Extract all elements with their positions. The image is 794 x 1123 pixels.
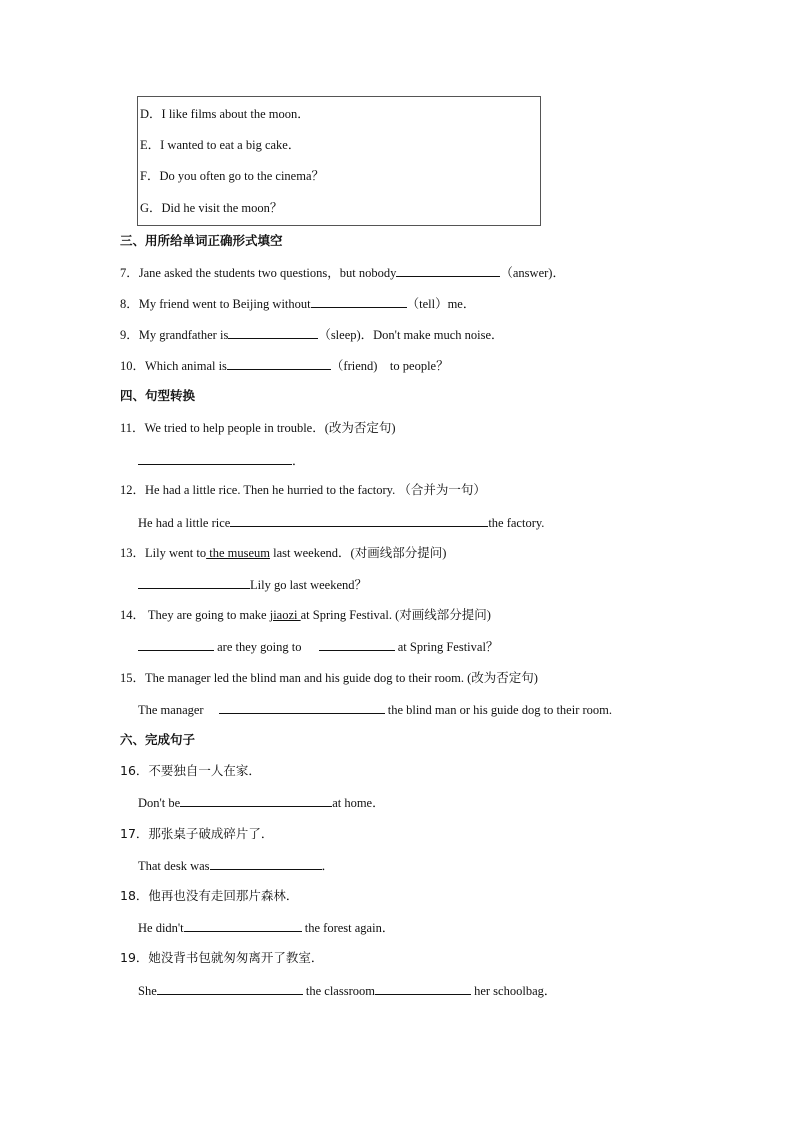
q9-text: 9．My grandfather is: [120, 328, 229, 342]
q18-after: the forest again．: [301, 921, 395, 935]
q9-after: （sleep)．Don't make much noise．: [318, 328, 504, 342]
q7-text: 7．Jane asked the students two questions，but nobody: [120, 266, 397, 280]
section4-title: 四、句型转换: [120, 388, 196, 403]
q14-blank-1[interactable]: [138, 638, 214, 651]
q16-blank[interactable]: [180, 794, 332, 807]
q15-answer-line: [138, 701, 612, 718]
q16-answer-line: [138, 794, 385, 811]
section6-title: 六、完成句子: [120, 732, 196, 747]
q8-blank[interactable]: [311, 295, 407, 308]
q12-after: the factory.: [488, 516, 545, 530]
question-16: 16．不要独自一人在家．: [120, 763, 261, 778]
q8-text: 8．My friend went to Beijing without: [120, 297, 311, 311]
q11-end: ．: [292, 454, 305, 468]
q14-post: at Spring Festival. (对画线部分提问): [300, 608, 491, 622]
q18-answer-line: [138, 919, 394, 936]
option-f: F．Do you often go to the cinema？: [140, 169, 324, 183]
question-18: 18．他再也没有走回那片森林．: [120, 888, 299, 903]
q14-blank-2[interactable]: [319, 638, 395, 651]
q19-after: her schoolbag．: [470, 984, 557, 998]
question-15: 15．The manager led the blind man and his guide dog to their room. (改为否定句): [120, 671, 538, 685]
question-13: [120, 545, 446, 561]
q18-before: He didn't: [138, 921, 184, 935]
question-9: [120, 326, 504, 343]
question-12: 12．He had a little rice. Then he hurried to the factory. （合并为一句）: [120, 483, 486, 497]
q12-blank[interactable]: [230, 514, 488, 527]
q10-after: （friend) to people？: [330, 359, 449, 373]
q15-blank[interactable]: [219, 701, 385, 714]
q13-answer-line: [138, 576, 367, 593]
q19-answer-line: [138, 982, 556, 999]
q19-before: She: [138, 984, 157, 998]
q11-answer-line: [138, 452, 305, 469]
q16-before: Don't be: [138, 796, 181, 810]
q7-blank[interactable]: [396, 264, 500, 277]
q14-mid: are they going to: [214, 640, 305, 654]
q17-blank[interactable]: [210, 857, 322, 870]
question-10: [120, 357, 449, 374]
option-d: D．I like films about the moon．: [140, 107, 310, 121]
question-11: 11．We tried to help people in trouble．(改为否定句): [120, 421, 396, 435]
option-g: G．Did he visit the moon？: [140, 201, 283, 215]
section3-title: 三、用所给单词正确形式填空: [120, 233, 283, 248]
q15-after: the blind man or his guide dog to their room.: [384, 703, 612, 717]
q17-before: That desk was: [138, 859, 210, 873]
q13-blank[interactable]: [138, 576, 250, 589]
q13-underlined: the museum: [206, 546, 270, 560]
q13-post: last weekend．(对画线部分提问): [270, 546, 447, 560]
q10-blank[interactable]: [227, 357, 331, 370]
q11-blank[interactable]: [138, 452, 292, 465]
q19-blank-1[interactable]: [157, 982, 303, 995]
q15-before: The manager: [138, 703, 204, 717]
question-19: 19．她没背书包就匆匆离开了教室．: [120, 950, 324, 965]
q10-text: 10．Which animal is: [120, 359, 227, 373]
q17-answer-line: [138, 857, 334, 874]
q16-after: at home．: [332, 796, 385, 810]
q8-after: （tell）me．: [406, 297, 476, 311]
q14-underlined: jiaozi: [269, 608, 301, 622]
q19-blank-2[interactable]: [375, 982, 471, 995]
question-7: [120, 264, 565, 281]
q12-answer-line: [138, 514, 544, 531]
q13-pre: 13．Lily went to: [120, 546, 207, 560]
question-14: [120, 607, 491, 623]
q17-after: ．: [321, 859, 335, 873]
q18-blank[interactable]: [184, 919, 302, 932]
q14-pre: 14． They are going to make: [120, 608, 270, 622]
q9-blank[interactable]: [228, 326, 318, 339]
question-17: 17．那张桌子破成碎片了．: [120, 826, 274, 841]
q19-mid: the classroom: [302, 984, 375, 998]
q14-answer-line: [138, 638, 498, 655]
q12-before: He had a little rice: [138, 516, 231, 530]
q7-after: （answer)．: [500, 266, 565, 280]
question-8: [120, 295, 475, 312]
q13-after: Lily go last weekend？: [250, 578, 367, 592]
option-e: E．I wanted to eat a big cake．: [140, 138, 301, 152]
q14-after: at Spring Festival？: [394, 640, 499, 654]
